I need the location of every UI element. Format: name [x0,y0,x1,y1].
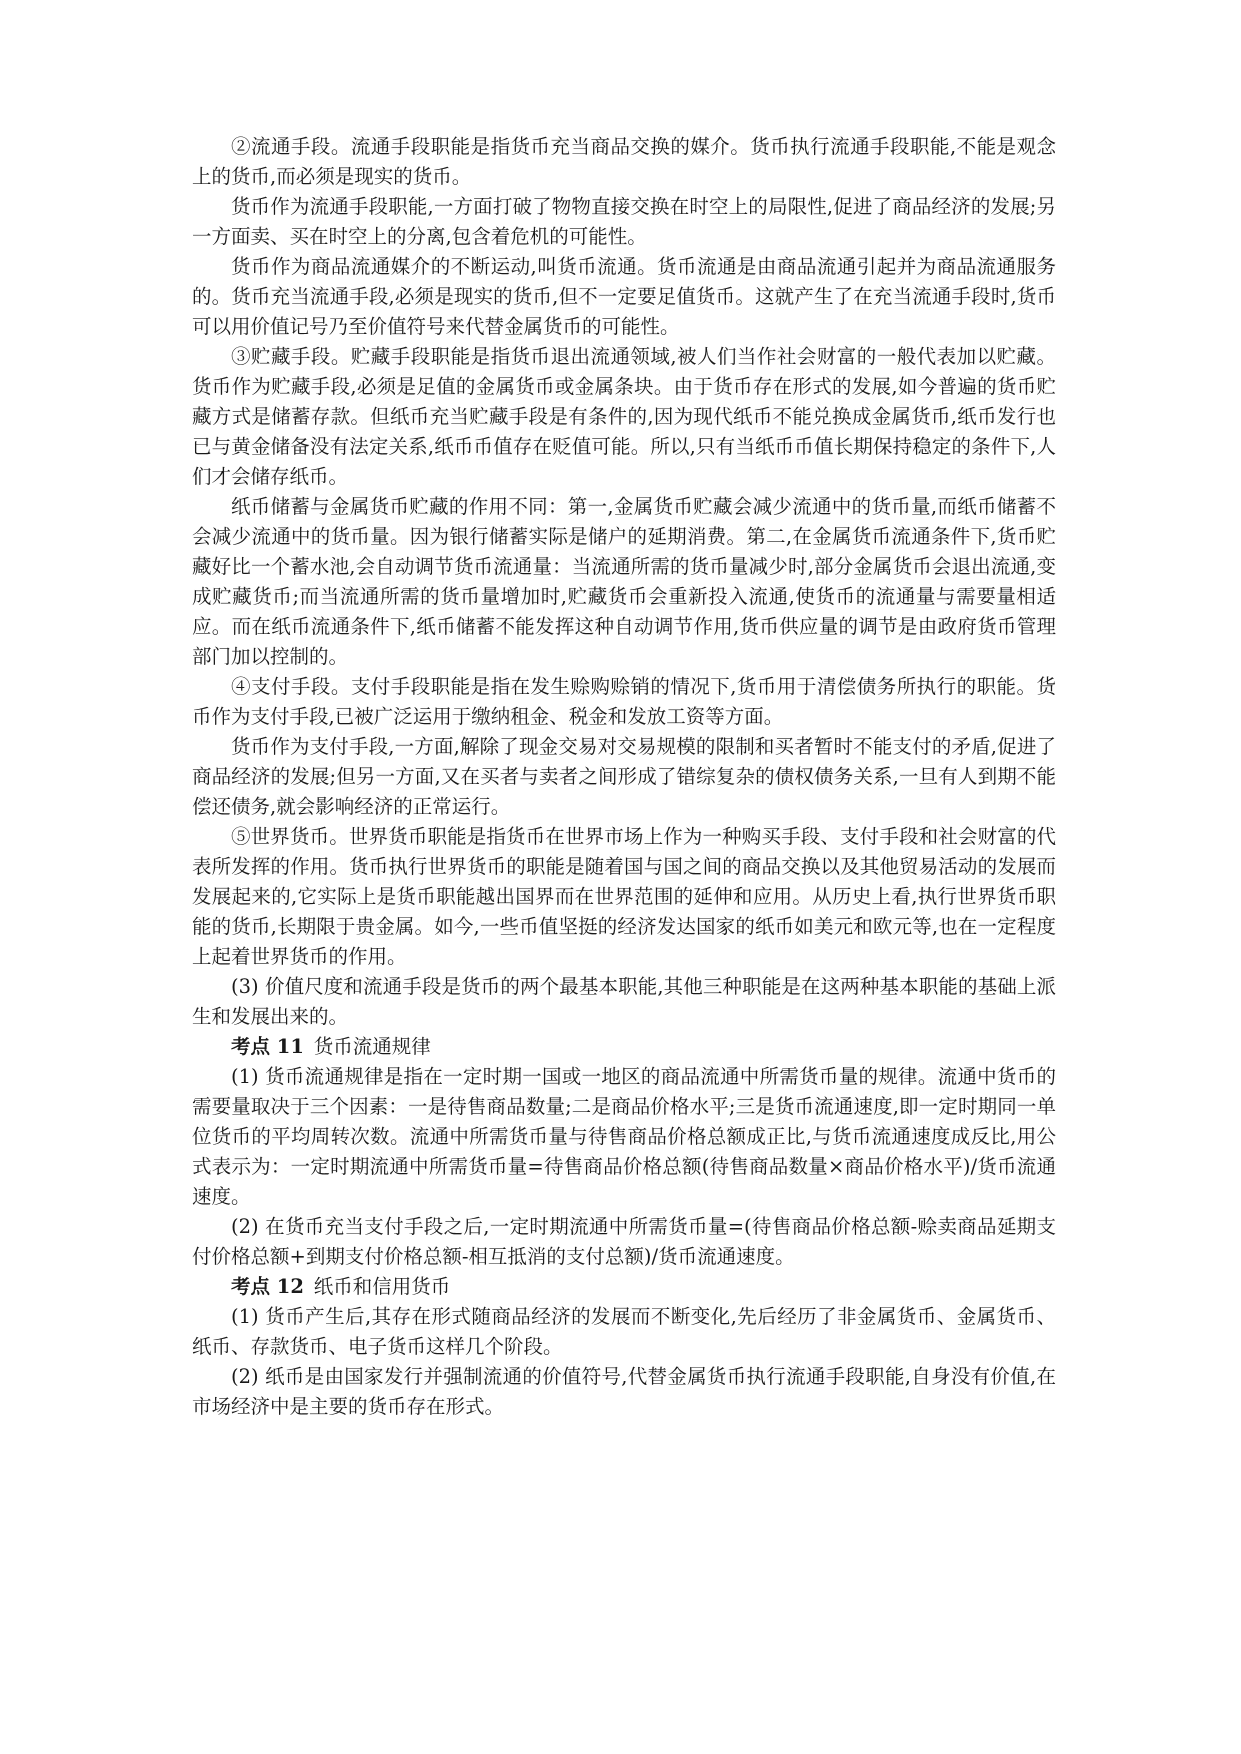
paragraph: ④支付手段。支付手段职能是指在发生赊购赊销的情况下,货币用于清偿债务所执行的职能。货币作为支付手段,已被广泛运用于缴纳租金、税金和发放工资等方面。 [192,675,1056,728]
paragraph: ③贮藏手段。贮藏手段职能是指货币退出流通领域,被人们当作社会财富的一般代表加以贮藏。货币作为贮藏手段,必须是足值的金属货币或金属条块。由于货币存在形式的发展,如今普遍的货币贮藏方式是储蓄存款。但纸币充当贮藏手段是有条件的,因为现代纸币不能兑换成金属货币,纸币发行也已与黄金储备没有法定关系,纸币币值存在贬值可能。所以,只有当纸币币值长期保持稳定的条件下,人们才会储存纸币。 [192,345,1056,488]
paragraph: 纸币储蓄与金属货币贮藏的作用不同：第一,金属货币贮藏会减少流通中的货币量,而纸币储蓄不会减少流通中的货币量。因为银行储蓄实际是储户的延期消费。第二,在金属货币流通条件下,货币贮藏好比一个蓄水池,会自动调节货币流通量：当流通所需的货币量减少时,部分金属货币会退出流通,变成贮藏货币;而当流通所需的货币量增加时,贮藏货币会重新投入流通,使货币的流通量与需要量相适应。而在纸币流通条件下,纸币储蓄不能发挥这种自动调节作用,货币供应量的调节是由政府货币管理部门加以控制的。 [192,495,1056,668]
section-heading-title: 纸币和信用货币 [313,1275,451,1298]
paragraph: (1) 货币流通规律是指在一定时期一国或一地区的商品流通中所需货币量的规律。流通中货币的需要量取决于三个因素：一是待售商品数量;二是商品价格水平;三是货币流通速度,即一定时期同一单位货币的平均周转次数。流通中所需货币量与待售商品价格总额成正比,与货币流通速度成反比,用公式表示为：一定时期流通中所需货币量=待售商品价格总额(待售商品数量×商品价格水平)/货币流通速度。 [192,1065,1056,1208]
section-heading-label: 考点 12 [231,1275,304,1298]
section-heading [192,1032,1056,1062]
paragraph: (2) 纸币是由国家发行并强制流通的价值符号,代替金属货币执行流通手段职能,自身没有价值,在市场经济中是主要的货币存在形式。 [192,1365,1056,1418]
paragraph: ②流通手段。流通手段职能是指货币充当商品交换的媒介。货币执行流通手段职能,不能是观念上的货币,而必须是现实的货币。 [192,135,1056,188]
section-heading-label: 考点 11 [231,1035,304,1058]
paragraph: (1) 货币产生后,其存在形式随商品经济的发展而不断变化,先后经历了非金属货币、金属货币、纸币、存款货币、电子货币这样几个阶段。 [192,1305,1056,1358]
section-heading-title: 货币流通规律 [313,1035,431,1058]
paragraph: 货币作为支付手段,一方面,解除了现金交易对交易规模的限制和买者暂时不能支付的矛盾,促进了商品经济的发展;但另一方面,又在买者与卖者之间形成了错综复杂的债权债务关系,一旦有人到期不能偿还债务,就会影响经济的正常运行。 [192,735,1056,818]
section-heading [192,1272,1056,1302]
paragraph: ⑤世界货币。世界货币职能是指货币在世界市场上作为一种购买手段、支付手段和社会财富的代表所发挥的作用。货币执行世界货币的职能是随着国与国之间的商品交换以及其他贸易活动的发展而发展起来的,它实际上是货币职能越出国界而在世界范围的延伸和应用。从历史上看,执行世界货币职能的货币,长期限于贵金属。如今,一些币值坚挺的经济发达国家的纸币如美元和欧元等,也在一定程度上起着世界货币的作用。 [192,825,1056,968]
paragraph: (2) 在货币充当支付手段之后,一定时期流通中所需货币量=(待售商品价格总额-赊卖商品延期支付价格总额+到期支付价格总额-相互抵消的支付总额)/货币流通速度。 [192,1215,1056,1268]
paragraph: 货币作为流通手段职能,一方面打破了物物直接交换在时空上的局限性,促进了商品经济的发展;另一方面卖、买在时空上的分离,包含着危机的可能性。 [192,195,1056,248]
paragraph: 货币作为商品流通媒介的不断运动,叫货币流通。货币流通是由商品流通引起并为商品流通服务的。货币充当流通手段,必须是现实的货币,但不一定要足值货币。这就产生了在充当流通手段时,货币可以用价值记号乃至价值符号来代替金属货币的可能性。 [192,255,1056,338]
paragraph: (3) 价值尺度和流通手段是货币的两个最基本职能,其他三种职能是在这两种基本职能的基础上派生和发展出来的。 [192,975,1056,1028]
document-body [192,132,1056,1422]
